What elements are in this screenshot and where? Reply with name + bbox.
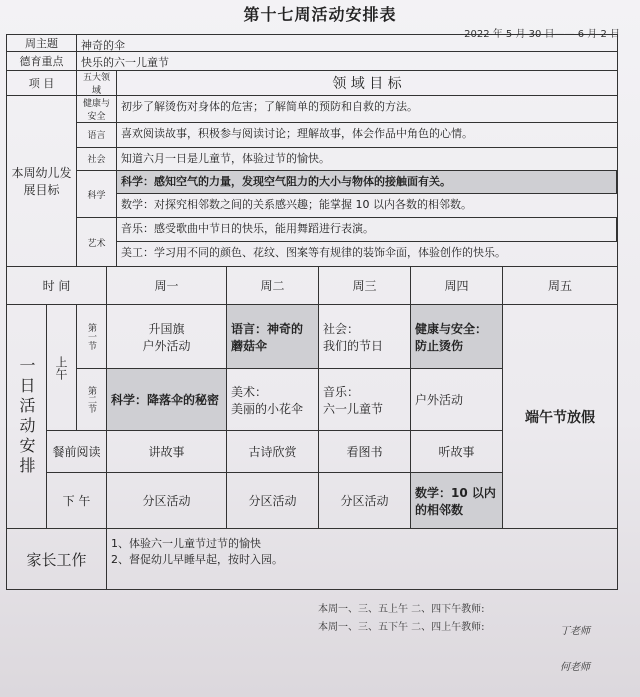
activity-cell: 升国旗 户外活动: [107, 305, 227, 369]
schedule-grid: [7, 267, 617, 529]
moral-label: 德育重点: [7, 52, 77, 70]
teacher2: 何老师: [560, 662, 590, 673]
date-range: 2022 年 5 月 30 日—— 6 月 2 日: [464, 29, 620, 40]
activity-cell: 古诗欣赏: [227, 431, 319, 473]
daily-activity-label: 一日活动安排: [7, 305, 47, 529]
schedule-sheet: [6, 34, 618, 590]
day-header: 周二: [227, 267, 319, 305]
goal-domain: 社会: [77, 148, 117, 170]
goals-item-header: 项 目: [7, 71, 77, 95]
goals-body: [7, 96, 617, 267]
goal-row-language: [77, 123, 617, 148]
activity-cell: 听故事: [411, 431, 503, 473]
morning-label: 上午: [47, 305, 77, 431]
teacher1: 丁老师: [560, 626, 590, 637]
day-header: 周五: [503, 267, 617, 305]
moral-row: [7, 52, 617, 71]
goal-row-social: [77, 148, 617, 171]
parents-item: 1、体验六一儿童节过节的愉快: [111, 537, 261, 550]
activity-cell: 社会： 我们的节日: [319, 305, 411, 369]
goals-domains-header: 五大领域: [77, 71, 117, 95]
goal-domain: 语言: [77, 123, 117, 147]
goal-domain: 科学: [77, 171, 117, 217]
activity-cell: 数学：10 以内的相邻数: [411, 473, 503, 529]
goal-science-text: 科学：感知空气的力量，发现空气阻力的大小与物体的接触面有关。: [117, 171, 617, 194]
footer-line1: 本周一、三、五上午 二、四下午教师:: [318, 604, 485, 615]
parents-row: [7, 529, 617, 589]
activity-cell: 分区活动: [107, 473, 227, 529]
activity-cell: 音乐： 六一儿童节: [319, 369, 411, 431]
parents-list: [107, 529, 617, 589]
goal-domain: 艺术: [77, 218, 117, 266]
goals-section-label: 本周幼儿发展目标: [7, 96, 77, 266]
goal-text: 初步了解烫伤对身体的危害；了解简单的预防和自救的方法。: [121, 100, 418, 113]
theme-label: 周主题: [7, 35, 77, 51]
goal-text: 喜欢阅读故事，积极参与阅读讨论；理解故事，体会作品中角色的心情。: [121, 127, 473, 140]
activity-cell: 户外活动: [411, 369, 503, 431]
activity-cell: 美术： 美丽的小花伞: [227, 369, 319, 431]
activity-cell: 科学：降落伞的秘密: [107, 369, 227, 431]
parents-label: 家长工作: [7, 529, 107, 589]
goal-craft-text: 美工：学习用不同的颜色、花纹、图案等有规律的装饰伞面，体验创作的快乐。: [121, 246, 506, 259]
page-title: 第十七周活动安排表: [243, 5, 397, 24]
goal-row-health: [77, 96, 617, 123]
goal-domain: 健康与安全: [77, 96, 117, 122]
goals-header-row: [7, 71, 617, 96]
time-header: 时 间: [7, 267, 107, 305]
activity-cell: 语言：神奇的蘑菇伞: [227, 305, 319, 369]
goal-row-science: [77, 171, 617, 218]
goal-row-art: [77, 218, 617, 266]
goal-text: 知道六月一日是儿童节，体验过节的愉快。: [121, 151, 330, 165]
section2-label: 第二节: [77, 369, 107, 431]
activity-cell: 讲故事: [107, 431, 227, 473]
afternoon-label: 下 午: [47, 473, 107, 529]
goal-music-text: 音乐：感受歌曲中节日的快乐，能用舞蹈进行表演。: [117, 218, 617, 242]
day-header: 周三: [319, 267, 411, 305]
theme-value: 神奇的伞: [81, 39, 125, 52]
theme-row: [7, 35, 617, 52]
day-header: 周一: [107, 267, 227, 305]
section1-label: 第一节: [77, 305, 107, 369]
footer-line2: 本周一、三、五下午 二、四上午教师:: [318, 622, 485, 633]
moral-value: 快乐的六一儿童节: [81, 56, 169, 69]
parents-item: 2、督促幼儿早睡早起，按时入园。: [111, 553, 283, 566]
day-header: 周四: [411, 267, 503, 305]
goal-math-text: 数学：对探究相邻数之间的关系感兴趣；能掌握 10 以内各数的相邻数。: [121, 198, 472, 211]
activity-cell: 看图书: [319, 431, 411, 473]
reading-label: 餐前阅读: [47, 431, 107, 473]
activity-cell: 分区活动: [227, 473, 319, 529]
goals-target-header: 领 域 目 标: [332, 76, 402, 92]
friday-holiday: 端午节放假: [503, 305, 617, 529]
activity-cell: 分区活动: [319, 473, 411, 529]
activity-cell: 健康与安全：防止烫伤: [411, 305, 503, 369]
